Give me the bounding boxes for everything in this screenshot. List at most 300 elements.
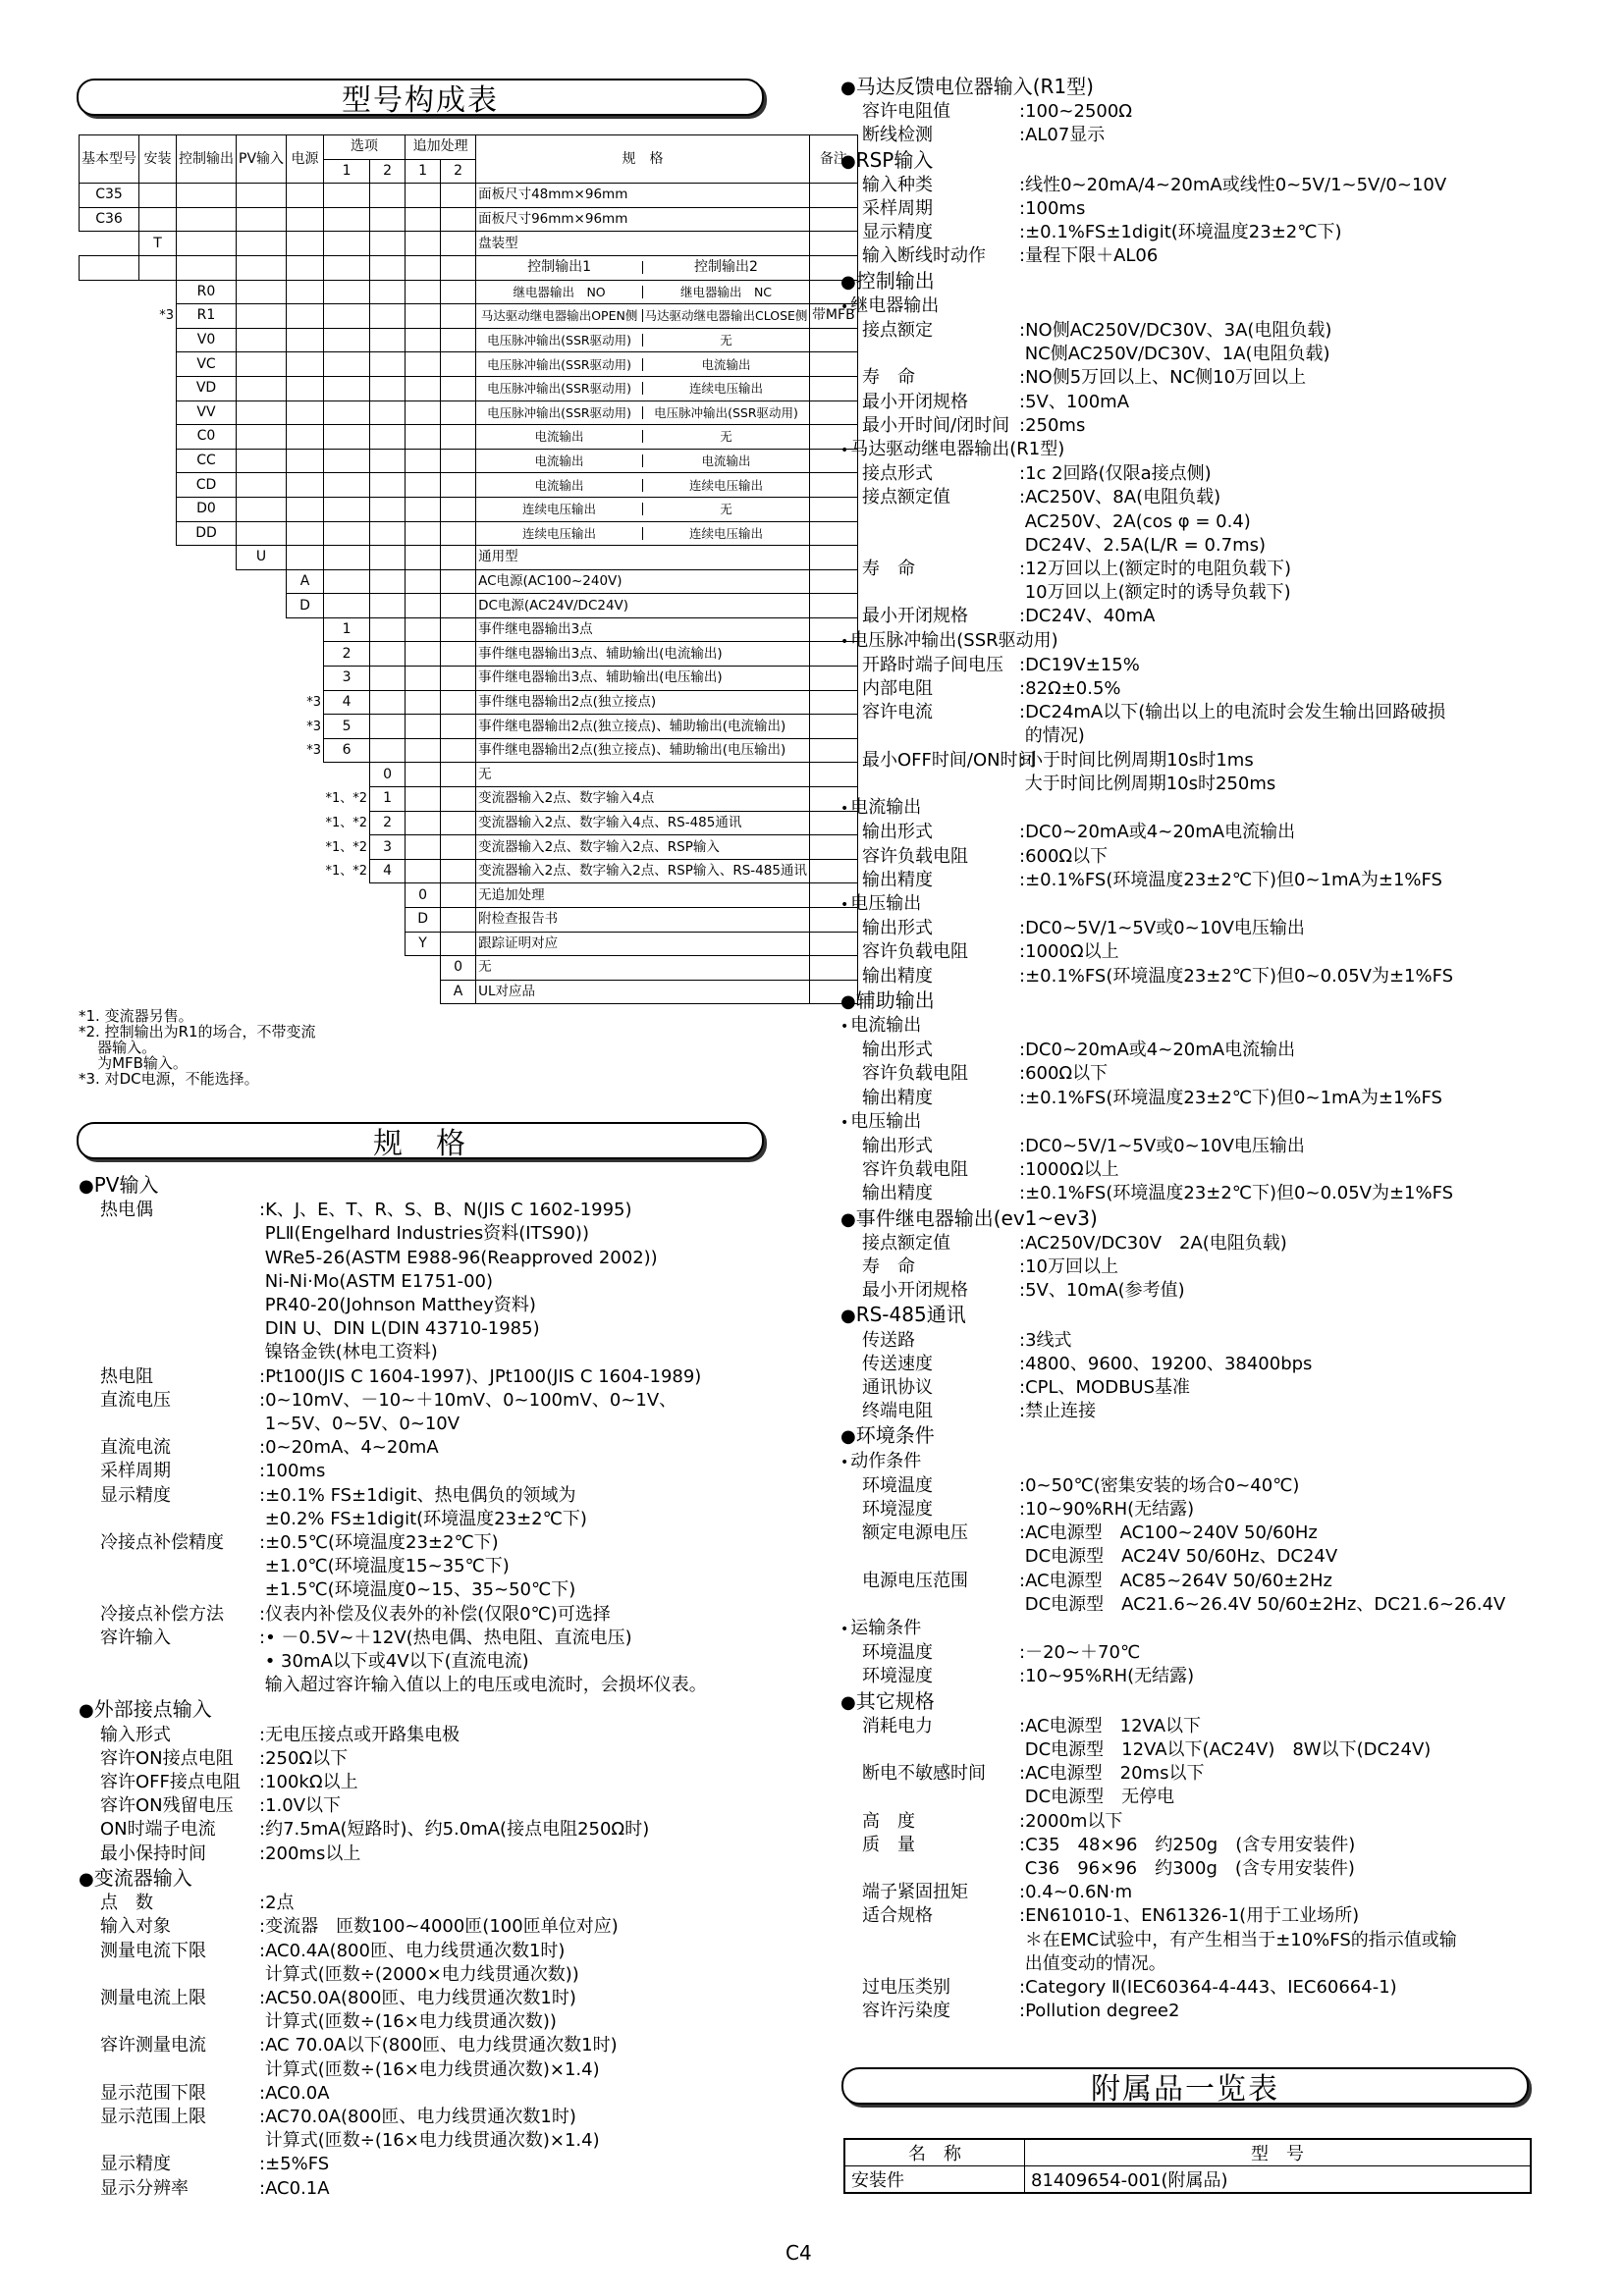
- model-code: C36: [80, 207, 139, 232]
- spec-row: [840, 221, 1587, 244]
- spec-key: 电源电压范围: [862, 1570, 968, 1591]
- empty-cell: [237, 642, 287, 667]
- blank-cell: [237, 352, 287, 377]
- spec-row: [79, 2153, 785, 2176]
- spec-value: :±0.1%FS(环境温度23±2℃下)但0~1mA为±1%FS: [1019, 1087, 1442, 1108]
- blank-cell: [287, 400, 324, 425]
- empty-cell: [139, 787, 177, 812]
- empty-cell: [139, 980, 177, 1004]
- model-code: Y: [406, 932, 441, 956]
- spec-text: 电流输出: [476, 430, 643, 443]
- spec-key: 输入断线时动作: [862, 245, 986, 267]
- spec-value: :AC0.4A(800匝、电力线贯通次数1时) 计算式(匝数÷(2000×电力线贯通次数)): [259, 1940, 579, 1985]
- empty-cell: [237, 787, 287, 812]
- spec-subsection-title: • 继电器输出: [840, 294, 1587, 319]
- blank-cell: [406, 449, 441, 473]
- empty-cell: [287, 617, 324, 642]
- blank-cell: [237, 473, 287, 498]
- spec-row: [840, 244, 1587, 268]
- spec-row: [79, 1531, 785, 1603]
- spec-cell: [476, 425, 810, 450]
- empty-cell: [139, 425, 177, 450]
- spec-key: 点 数: [100, 1893, 153, 1914]
- spec-row: [840, 1904, 1587, 1976]
- model-code: 0: [406, 883, 441, 908]
- empty-cell: [237, 738, 287, 763]
- blank-cell: [324, 207, 370, 232]
- empty-cell: [177, 859, 237, 883]
- model-code: A: [441, 980, 476, 1004]
- empty-cell: [237, 667, 287, 691]
- empty-cell: [287, 859, 324, 883]
- blank-cell: [441, 738, 476, 763]
- empty-cell: [324, 956, 370, 981]
- empty-cell: [237, 835, 287, 860]
- spec-value: :±0.1%FS(环境温度23±2℃下)但0~0.05V为±1%FS: [1019, 965, 1454, 987]
- blank-cell: [237, 376, 287, 400]
- blank-cell: [324, 328, 370, 352]
- spec-row: [840, 940, 1587, 964]
- spec-value: :±0.1%FS±1digit(环境温度23±2℃下): [1019, 222, 1342, 243]
- blank-cell: [441, 594, 476, 618]
- spec-value: :5V、100mA: [1019, 391, 1130, 412]
- spec-text: 变流器输入2点、数字输入4点、RS-485通讯: [476, 811, 810, 835]
- spec-section-title: ● RSP输入: [840, 148, 1587, 174]
- spec-value: :AC250V、8A(电阻负载) AC250V、2A(cos φ = 0.4) DC24V、2.5A(L/R = 0.7ms): [1019, 487, 1267, 556]
- empty-cell: [80, 328, 139, 352]
- empty-cell: [139, 594, 177, 618]
- blank-cell: [80, 255, 139, 280]
- spec-text: 无: [720, 429, 732, 445]
- blank-cell: [324, 594, 370, 618]
- blank-cell: [441, 449, 476, 473]
- empty-cell: [287, 835, 324, 860]
- empty-cell: [80, 859, 139, 883]
- blank-cell: [441, 184, 476, 208]
- spec-row: [840, 462, 1587, 486]
- spec-value: :±0.1% FS±1digit、热电偶负的领域为 ±0.2% FS±1digit(环境温度23±2℃下): [259, 1484, 587, 1529]
- blank-cell: [324, 449, 370, 473]
- empty-cell: [80, 738, 139, 763]
- spec-subsection-title: • 电流输出: [840, 1014, 1587, 1039]
- spec-section-title: ● 环境条件: [840, 1423, 1587, 1449]
- empty-cell: [237, 763, 287, 787]
- spec-key: 环境温度: [862, 1642, 933, 1664]
- model-code: 5: [324, 715, 370, 739]
- spec-text: 事件继电器输出3点: [476, 617, 810, 642]
- blank-cell: [324, 352, 370, 377]
- spec-row: [79, 1724, 785, 1747]
- spec-row: [840, 917, 1587, 940]
- spec-value: :2点: [259, 1893, 295, 1914]
- blank-cell: [237, 184, 287, 208]
- empty-cell: [177, 787, 237, 812]
- blank-cell: [370, 569, 406, 594]
- blank-cell: [406, 763, 441, 787]
- model-code: 3: [324, 667, 370, 691]
- spec-key: 容许负载电阻: [862, 1063, 968, 1085]
- empty-cell: [177, 569, 237, 594]
- spec-key: 通讯协议: [862, 1376, 933, 1398]
- blank-cell: [370, 546, 406, 570]
- spec-text: 电流输出: [701, 454, 751, 469]
- spec-value: :变流器 匝数100~4000匝(100匝单位对应): [259, 1916, 619, 1938]
- spec-row: [840, 319, 1587, 366]
- spec-section-title: ● 事件继电器输出(ev1~ev3): [840, 1206, 1587, 1232]
- head-control-output: 控制输出: [177, 135, 237, 184]
- model-code: 3: [370, 835, 406, 860]
- spec-value: :10~90%RH(无结露): [1019, 1498, 1195, 1520]
- spec-value: :DC0~20mA或4~20mA电流输出: [1019, 1040, 1296, 1061]
- spec-key: 接点额定值: [862, 487, 950, 508]
- spec-cell: [476, 376, 810, 400]
- spec-row: [840, 1255, 1587, 1279]
- blank-cell: [237, 425, 287, 450]
- empty-cell: [139, 376, 177, 400]
- spec-value: :4800、9600、19200、38400bps: [1019, 1353, 1313, 1374]
- spec-section-title: ● PV输入: [79, 1173, 785, 1199]
- empty-cell: [139, 715, 177, 739]
- spec-row: [840, 654, 1587, 677]
- model-code: A: [287, 569, 324, 594]
- spec-key: 最小开时间/闭时间: [862, 414, 1010, 436]
- spec-value: :±5%FS: [259, 2154, 330, 2175]
- blank-cell: [406, 546, 441, 570]
- spec-value: :200ms以上: [259, 1842, 361, 1864]
- spec-key: 最小开闭规格: [862, 1280, 968, 1302]
- spec-key: 冷接点补偿精度: [100, 1532, 224, 1554]
- blank-cell: [441, 304, 476, 329]
- spec-section-title: ● 变流器输入: [79, 1866, 785, 1892]
- spec-key: 容许负载电阻: [862, 845, 968, 867]
- spec-text: 事件继电器输出3点、辅助输出(电流输出): [476, 642, 810, 667]
- spec-key: 采样周期: [862, 198, 933, 220]
- spec-key: 接点形式: [862, 463, 933, 485]
- spec-key: 寿 命: [862, 367, 915, 389]
- blank-cell: [441, 207, 476, 232]
- spec-cell: [476, 255, 810, 280]
- empty-cell: [80, 594, 139, 618]
- spec-right-column: [840, 75, 1587, 2023]
- spec-key: 传送速度: [862, 1353, 933, 1374]
- blank-cell: [406, 835, 441, 860]
- empty-cell: [237, 690, 287, 715]
- spec-row: [840, 1182, 1587, 1205]
- spec-row: [79, 1389, 785, 1436]
- spec-key: 接点额定: [862, 320, 933, 342]
- spec-key: 测量电流上限: [100, 1987, 206, 2008]
- spec-row: [79, 2106, 785, 2153]
- spec-key: 显示精度: [100, 1484, 171, 1506]
- empty-cell: [177, 546, 237, 570]
- accessory-head-name: 名 称: [844, 2139, 1025, 2166]
- blank-cell: [324, 425, 370, 450]
- empty-cell: [80, 667, 139, 691]
- spec-value: :100~2500Ω: [1019, 101, 1133, 123]
- empty-cell: [139, 811, 177, 835]
- spec-subsection-title: • 电压脉冲输出(SSR驱动用): [840, 629, 1587, 654]
- spec-value: :1000Ω以上: [1019, 1159, 1119, 1181]
- empty-cell: [80, 956, 139, 981]
- blank-cell: [237, 304, 287, 329]
- spec-text: 无: [476, 956, 810, 981]
- spec-row: [840, 124, 1587, 147]
- empty-cell: [139, 521, 177, 546]
- spec-key: 输出精度: [862, 1183, 933, 1204]
- spec-key: 消耗电力: [862, 1715, 933, 1736]
- blank-cell: [406, 207, 441, 232]
- blank-cell: [287, 546, 324, 570]
- head-sub-0: 1: [324, 159, 370, 184]
- head-spec: 规 格: [476, 135, 810, 184]
- spec-key: 输入种类: [862, 174, 933, 195]
- blank-cell: [370, 497, 406, 521]
- empty-cell: [80, 642, 139, 667]
- spec-key: 输出形式: [862, 822, 933, 843]
- blank-cell: [324, 255, 370, 280]
- spec-text: 继电器输出 NO: [476, 286, 643, 298]
- head-mounting: 安装: [139, 135, 177, 184]
- blank-cell: [441, 280, 476, 304]
- spec-cell: [476, 449, 810, 473]
- spec-row: [840, 1834, 1587, 1881]
- spec-subhead: 控制输出2: [694, 259, 758, 276]
- blank-cell: [406, 376, 441, 400]
- empty-cell: [370, 883, 406, 908]
- accessory-table: [843, 2138, 1532, 2194]
- blank-cell: [324, 280, 370, 304]
- model-code: U: [237, 546, 287, 570]
- spec-row: [840, 1062, 1587, 1086]
- spec-subsection-title: • 马达驱动继电器输出(R1型): [840, 438, 1587, 462]
- spec-text: 变流器输入2点、数字输入2点、RSP输入: [476, 835, 810, 860]
- spec-section-title: ● 其它规格: [840, 1689, 1587, 1715]
- spec-cell: [476, 497, 810, 521]
- blank-cell: [287, 255, 324, 280]
- blank-cell: [287, 184, 324, 208]
- blank-cell: [441, 473, 476, 498]
- blank-cell: [406, 425, 441, 450]
- blank-cell: [370, 449, 406, 473]
- spec-key: 端子紧固扭矩: [862, 1882, 968, 1903]
- spec-value: :100ms: [259, 1461, 326, 1482]
- blank-cell: [370, 473, 406, 498]
- empty-cell: [287, 642, 324, 667]
- blank-cell: [370, 400, 406, 425]
- remark-cell: 带MFB: [809, 304, 857, 329]
- spec-text: 电压脉冲输出(SSR驱动用): [476, 358, 643, 371]
- blank-cell: [237, 232, 287, 256]
- spec-key: 容许测量电流: [100, 2035, 206, 2056]
- spec-value: :600Ω以下: [1019, 1063, 1109, 1085]
- blank-cell: [406, 569, 441, 594]
- blank-cell: [324, 400, 370, 425]
- spec-key: 显示范围上限: [100, 2106, 206, 2127]
- spec-key: 断线检测: [862, 125, 933, 146]
- empty-cell: [80, 715, 139, 739]
- empty-cell: [139, 617, 177, 642]
- empty-cell: [287, 908, 324, 933]
- accessory-head-model: 型 号: [1025, 2139, 1532, 2166]
- empty-cell: [287, 763, 324, 787]
- spec-text: 面板尺寸96mm×96mm: [476, 207, 810, 232]
- spec-key: 寿 命: [862, 1255, 915, 1277]
- spec-text: 连续电压输出: [688, 525, 763, 541]
- spec-row: [79, 2034, 785, 2081]
- spec-row: [840, 391, 1587, 414]
- spec-value: :82Ω±0.5%: [1019, 678, 1121, 700]
- spec-row: [840, 2000, 1587, 2023]
- blank-cell: [441, 667, 476, 691]
- model-table-notes: *1. 变流器另售。 *2. 控制输出为R1的场合，不带变流 器输入。 为MFB输入。 *3. 对DC电源，不能选择。: [79, 1007, 316, 1088]
- spec-value: :量程下限＋AL06: [1019, 245, 1159, 267]
- empty-cell: [139, 642, 177, 667]
- blank-cell: [441, 763, 476, 787]
- spec-row: [79, 1818, 785, 1842]
- spec-row: [840, 486, 1587, 558]
- empty-cell: [177, 738, 237, 763]
- blank-cell: [441, 497, 476, 521]
- model-code: 1: [370, 787, 406, 812]
- model-code: D: [406, 908, 441, 933]
- blank-cell: [287, 521, 324, 546]
- empty-cell: [370, 932, 406, 956]
- empty-cell: [80, 569, 139, 594]
- blank-cell: [177, 232, 237, 256]
- empty-cell: [287, 883, 324, 908]
- blank-cell: [287, 425, 324, 450]
- empty-cell: [80, 811, 139, 835]
- spec-text: 继电器输出 NC: [679, 284, 773, 299]
- blank-cell: [370, 184, 406, 208]
- blank-cell: [139, 255, 177, 280]
- spec-row: [79, 1436, 785, 1460]
- blank-cell: [370, 328, 406, 352]
- blank-cell: [370, 667, 406, 691]
- blank-cell: [406, 304, 441, 329]
- blank-cell: [287, 328, 324, 352]
- empty-cell: [80, 763, 139, 787]
- spec-key: 容许电流: [862, 702, 933, 723]
- empty-cell: [139, 738, 177, 763]
- spec-row: [840, 366, 1587, 390]
- blank-cell: [441, 642, 476, 667]
- spec-section-title: ● 马达反馈电位器输入(R1型): [840, 75, 1587, 100]
- blank-cell: [139, 184, 177, 208]
- spec-text: 电流输出: [476, 454, 643, 467]
- blank-cell: [441, 546, 476, 570]
- model-code: R1: [177, 304, 237, 329]
- empty-cell: [370, 980, 406, 1004]
- blank-cell: [287, 497, 324, 521]
- spec-section-title: ● 外部接点输入: [79, 1697, 785, 1723]
- spec-value: :EN61010-1、EN61326-1(用于工业场所) ＊在EMC试验中，有产生相当于±10%FS的指示值或输 出值变动的情况。: [1019, 1905, 1457, 1974]
- empty-cell: [237, 883, 287, 908]
- spec-section-title: ● 控制输出: [840, 269, 1587, 294]
- spec-row: [840, 701, 1587, 748]
- spec-key: 接点额定值: [862, 1232, 950, 1254]
- blank-cell: [287, 449, 324, 473]
- page-number: C4: [785, 2241, 812, 2265]
- spec-cell: [476, 304, 810, 329]
- head-sub-3: 2: [441, 159, 476, 184]
- spec-value: :DC24mA以下(输出以上的电流时会发生输出回路破损 的情况): [1019, 702, 1446, 747]
- empty-cell: [177, 980, 237, 1004]
- model-code: VV: [177, 400, 237, 425]
- spec-value: :1.0V以下: [259, 1795, 342, 1817]
- model-code: 4: [324, 690, 370, 715]
- blank-cell: [441, 400, 476, 425]
- blank-cell: [441, 376, 476, 400]
- spec-value: :3线式: [1019, 1329, 1072, 1351]
- blank-cell: [406, 521, 441, 546]
- spec-text: 变流器输入2点、数字输入4点: [476, 787, 810, 812]
- blank-cell: [441, 690, 476, 715]
- blank-cell: [370, 617, 406, 642]
- blank-cell: [406, 328, 441, 352]
- spec-row: [840, 1641, 1587, 1665]
- spec-key: 寿 命: [862, 559, 915, 580]
- blank-cell: [324, 473, 370, 498]
- spec-text: 电压脉冲输出(SSR驱动用): [476, 406, 643, 419]
- spec-subsection-title: • 电压输出: [840, 1110, 1587, 1135]
- spec-key: 终端电阻: [862, 1401, 933, 1422]
- empty-cell: [324, 908, 370, 933]
- empty-cell: [139, 667, 177, 691]
- spec-value: :AC250V/DC30V 2A(电阻负载): [1019, 1232, 1287, 1254]
- empty-cell: [177, 594, 237, 618]
- head-sub-2: 1: [406, 159, 441, 184]
- spec-text: 事件继电器输出2点(独立接点): [476, 690, 810, 715]
- blank-cell: [237, 207, 287, 232]
- spec-row: [840, 1498, 1587, 1522]
- spec-row: [840, 1715, 1587, 1762]
- blank-cell: [441, 232, 476, 256]
- spec-row: [840, 1976, 1587, 2000]
- blank-cell: [370, 232, 406, 256]
- spec-text: AC电源(AC100~240V): [476, 569, 810, 594]
- blank-cell: [370, 207, 406, 232]
- spec-value: :±0.1%FS(环境温度23±2℃下)但0~1mA为±1%FS: [1019, 869, 1442, 890]
- blank-cell: [324, 376, 370, 400]
- spec-row: [840, 845, 1587, 869]
- empty-cell: [139, 400, 177, 425]
- blank-cell: [237, 521, 287, 546]
- spec-text: UL对应品: [476, 980, 810, 1004]
- spec-value: :AC电源型 AC100~240V 50/60Hz DC电源型 AC24V 50/60Hz、DC24V: [1019, 1522, 1338, 1568]
- spec-value: :NO侧5万回以上、NC侧10万回以上: [1019, 367, 1307, 389]
- empty-cell: [139, 908, 177, 933]
- spec-value: :10万回以上: [1019, 1255, 1118, 1277]
- spec-value: :NO侧AC250V/DC30V、3A(电阻负载) NC侧AC250V/DC30V、1A(电阻负载): [1019, 320, 1332, 365]
- spec-row: [840, 1087, 1587, 1110]
- spec-value: :仪表内补偿及仪表外的补偿(仅限0℃)可选择: [259, 1603, 611, 1625]
- spec-key: 断电不敏感时间: [862, 1763, 986, 1785]
- blank-cell: [324, 497, 370, 521]
- spec-key: 冷接点补偿方法: [100, 1603, 224, 1625]
- spec-section-title: ● 辅助输出: [840, 988, 1587, 1014]
- blank-cell: [370, 642, 406, 667]
- empty-cell: [324, 932, 370, 956]
- empty-cell: [287, 787, 324, 812]
- spec-row: [840, 100, 1587, 124]
- blank-cell: [406, 280, 441, 304]
- blank-cell: [324, 569, 370, 594]
- spec-row: [840, 174, 1587, 197]
- empty-cell: [324, 763, 370, 787]
- spec-section-title: ● RS-485通讯: [840, 1303, 1587, 1328]
- spec-text: 电压脉冲输出(SSR驱动用): [476, 334, 643, 347]
